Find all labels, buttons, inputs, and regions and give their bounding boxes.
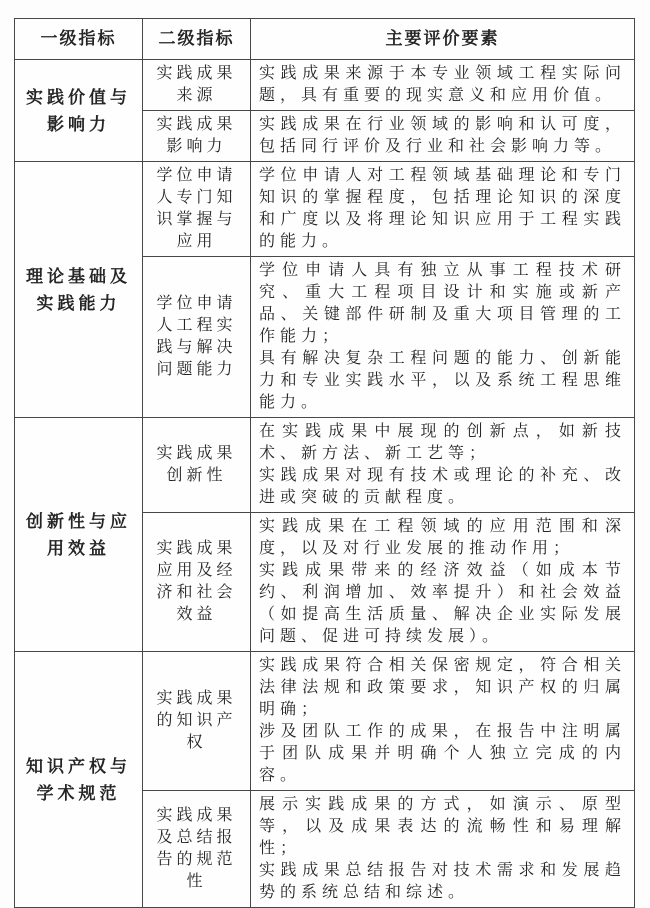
evaluation-paragraph: 学位申请人具有独立从事工程技术研究、重大工程项目设计和实施或新产品、关键部件研制及重大项目管理的工作能力； <box>259 262 626 345</box>
level2-indicator-cell: 实践成果创新性 <box>143 418 251 513</box>
level2-indicator-cell: 实践成果及总结报告的规范性 <box>143 791 251 908</box>
table-row <box>15 162 635 257</box>
table-body <box>15 60 635 908</box>
evaluation-paragraph: 展示实践成果的方式，如演示、原型等，以及成果表达的流畅性和易理解性； <box>259 796 626 857</box>
evaluation-paragraph: 在实践成果中展现的创新点，如新技术、新方法、新工艺等； <box>259 423 626 462</box>
evaluation-paragraph: 涉及团队工作的成果，在报告中注明属于团队成果并明确个人独立完成的内容。 <box>259 723 626 784</box>
evaluation-elements-cell <box>251 418 635 513</box>
header-level2-indicator: 二级指标 <box>143 19 251 60</box>
level2-indicator-cell: 实践成果应用及经济和社会效益 <box>143 513 251 652</box>
header-main-evaluation-elements: 主要评价要素 <box>251 19 635 60</box>
level2-indicator-cell: 实践成果影响力 <box>143 111 251 162</box>
evaluation-paragraph: 实践成果来源于本专业领域工程实际问题，具有重要的现实意义和应用价值。 <box>259 65 626 104</box>
level1-indicator-cell: 理论基础及实践能力 <box>15 162 143 418</box>
level1-indicator-cell: 知识产权与学术规范 <box>15 652 143 908</box>
table-row <box>15 418 635 513</box>
level1-indicator-cell: 实践价值与影响力 <box>15 60 143 162</box>
table-row <box>15 60 635 111</box>
evaluation-paragraph: 具有解决复杂工程问题的能力、创新能力和专业实践水平，以及系统工程思维能力。 <box>259 350 626 411</box>
evaluation-paragraph: 实践成果在行业领域的影响和认可度，包括同行评价及行业和社会影响力等。 <box>259 116 626 155</box>
evaluation-elements-cell <box>251 162 635 257</box>
evaluation-paragraph: 实践成果符合相关保密规定，符合相关法律法规和政策要求，知识产权的归属明确； <box>259 657 626 718</box>
evaluation-paragraph: 实践成果总结报告对技术需求和发展趋势的系统总结和综述。 <box>259 862 626 901</box>
level2-indicator-cell: 实践成果来源 <box>143 60 251 111</box>
evaluation-paragraph: 实践成果带来的经济效益（如成本节约、利润增加、效率提升）和社会效益（如提高生活质量、解决企业实际发展问题、促进可持续发展）。 <box>259 562 626 645</box>
evaluation-paragraph: 学位申请人对工程领域基础理论和专门知识的掌握程度，包括理论知识的深度和广度以及将理论知识应用于工程实践的能力。 <box>259 167 626 250</box>
evaluation-elements-cell <box>251 791 635 908</box>
evaluation-elements-cell <box>251 111 635 162</box>
evaluation-elements-cell <box>251 257 635 418</box>
evaluation-elements-cell <box>251 513 635 652</box>
evaluation-criteria-table <box>14 18 635 908</box>
level2-indicator-cell: 实践成果的知识产权 <box>143 652 251 791</box>
level2-indicator-cell: 学位申请人工程实践与解决问题能力 <box>143 257 251 418</box>
evaluation-elements-cell <box>251 60 635 111</box>
level2-indicator-cell: 学位申请人专门知识掌握与应用 <box>143 162 251 257</box>
table-row <box>15 652 635 791</box>
level1-indicator-cell: 创新性与应用效益 <box>15 418 143 652</box>
evaluation-paragraph: 实践成果对现有技术或理论的补充、改进或突破的贡献程度。 <box>259 467 626 506</box>
evaluation-paragraph: 实践成果在工程领域的应用范围和深度，以及对行业发展的推动作用； <box>259 518 626 557</box>
table-header-row <box>15 19 635 60</box>
evaluation-elements-cell <box>251 652 635 791</box>
header-level1-indicator: 一级指标 <box>15 19 143 60</box>
